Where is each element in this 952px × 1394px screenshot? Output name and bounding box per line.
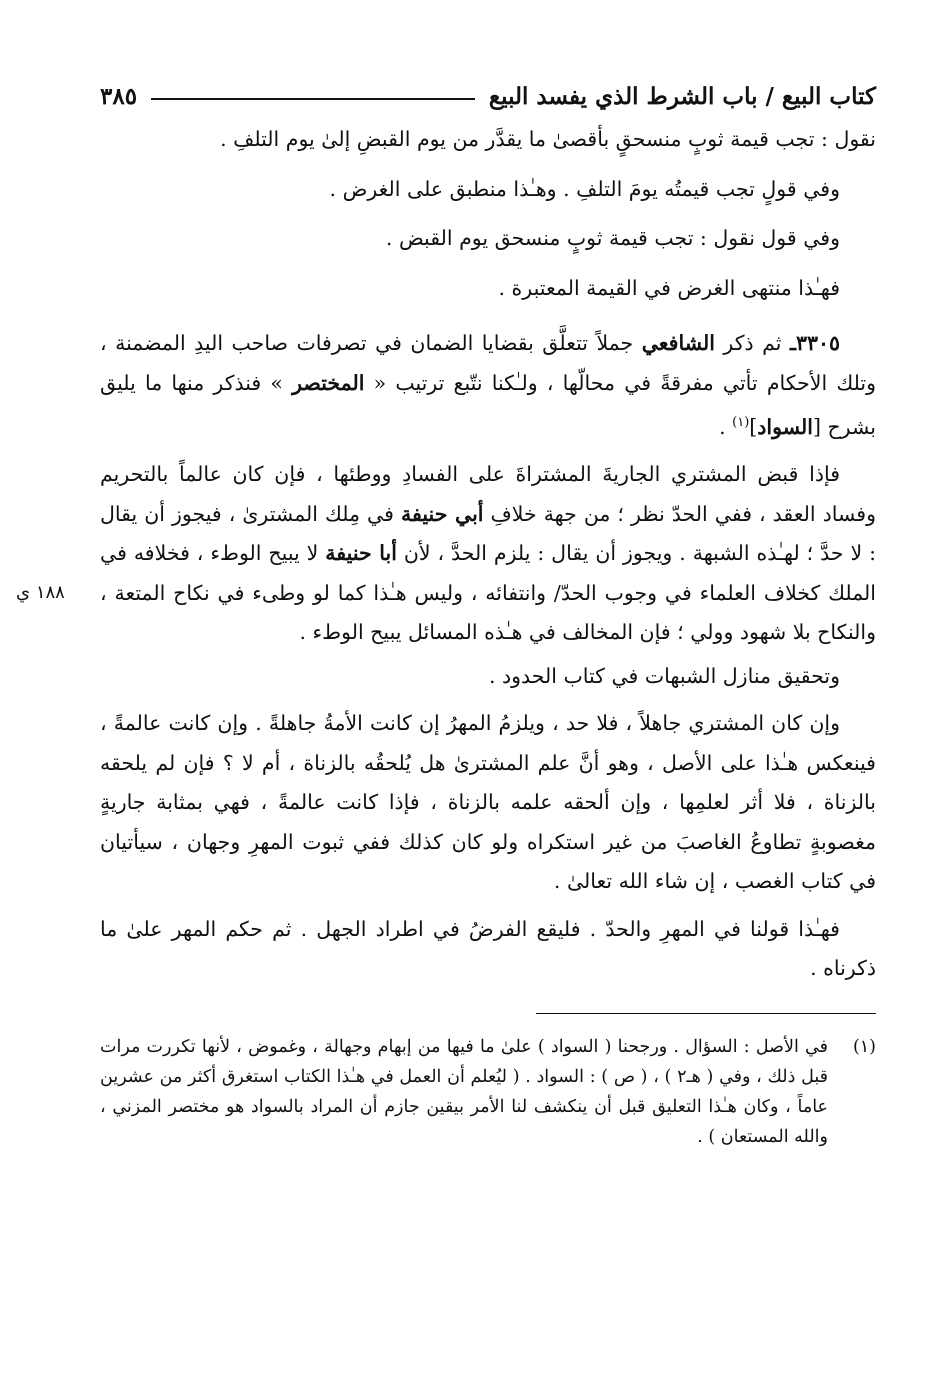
- running-header: [100, 72, 876, 120]
- name-shafii: الشافعي: [641, 331, 715, 355]
- header-rule: [151, 98, 475, 100]
- paragraph: وفي قولٍ تجب قيمتُه يومَ التلفِ . وهـٰذا منطبق على الغرض .: [329, 176, 840, 201]
- text-run: لا يبيح الوطء ، فخلافه في الملك كخلاف العلماء في وجوب الحدّ/ وانتفائه ، وليس هـٰذا كما لو وطىء في نكاح المتعة ، والنكاح بلا شهود وولي ؛ فإن المخالف في هـٰذه المسائل يبيح الوطء .: [100, 541, 876, 645]
- paragraph: وتحقيق منازل الشبهات في كتاب الحدود .: [488, 663, 840, 688]
- text-run: » فنذكر منها ما يليق بشرح [: [100, 370, 876, 439]
- footnote-mark: (١): [852, 1036, 876, 1057]
- text-run: فإذا قبض المشتري الجاريةَ المشتراةَ على الفسادِ ووطئها ، فإن كان عالماً بالتحريم وفساد العقد ، ففي الحدّ نظر ؛ من جهة خلافِ: [100, 462, 876, 526]
- document-page: [16, 72, 876, 1372]
- name-abu-hanifa: أبا حنيفة: [325, 541, 397, 566]
- paragraph: [16, 455, 876, 653]
- book-title-mukhtasar: المختصر: [292, 370, 365, 395]
- page-number: ٣٨٥: [100, 82, 138, 110]
- term-sawad: السواد: [757, 414, 813, 439]
- text-run: .: [719, 414, 733, 439]
- text-run: في مِلك المشترىٰ ، فيجوز أن يقال : لا حدَّ ؛ لهـٰذه الشبهة . ويجوز أن يقال : يلزم الحدَّ ، لأن: [100, 501, 876, 566]
- paragraph: فهـٰذا قولنا في المهرِ والحدّ . فليقع الفرضُ في اطراد الجهل . ثم حكم المهر علىٰ ما ذكرناه .: [100, 916, 876, 981]
- paragraph-3305: [100, 324, 876, 447]
- paragraph: وإن كان المشتري جاهلاً ، فلا حد ، ويلزمُ المهرُ إن كانت الأمةُ جاهلةً . وإن كانت عالمةً ، فينعكس هـٰذا على الأصل ، وهو أنَّ علم المشترىٰ هل يُلحقُه بالزناة ، أم لا ؟ فإن لم يلحقه بالزناة ، فلا أثر لعلمِها ، وإن ألحقه علمه بالزناة ، فإذا كانت عالمةً ، فهي بمثابة جاريةٍ مغصوبةٍ تطاوعُ الغاصبَ من غير استكراه ولو كان كذلك ففي ثبوت المهرِ وجهان ، سيأتيان في كتاب الغصب ، إن شاء الله تعالىٰ .: [100, 711, 876, 894]
- footnote: [100, 1032, 876, 1152]
- text-run: ]: [749, 414, 758, 439]
- section-number: ٣٣٠٥ـ: [789, 331, 840, 355]
- text-run: ثم ذكر: [714, 331, 790, 355]
- chapter-title: كتاب البيع / باب الشرط الذي يفسد البيع: [488, 82, 876, 110]
- main-text: [16, 120, 876, 989]
- name-abu-hanifa: أبي حنيفة: [400, 501, 484, 526]
- footnote-text: في الأصل : السؤال . ورجحنا ( السواد ) علىٰ ما فيها من إبهام وجهالة ، وغموض ، لأنها تكررت مرات قبل ذلك ، وفي ( هـ٢ ) ، ( ص ) : السواد . ( ليُعلم أن العمل في هـٰذا الكتاب استغرق أكثر من عشرين عاماً ، وكان هـٰذا التعليق قبل أن ينكشف لنا الأمر بيقين جازم أن المراد بالسواد هو مختصر المزني ، والله المستعان ) .: [100, 1036, 828, 1147]
- footnote-ref[interactable]: (١): [732, 415, 750, 430]
- text-run: جملاً تتعلَّق بقضايا الضمان في تصرفات صاحب اليدِ المضمنة ، وتلك الأحكام تأتي مفرقةً في محالّها ، ولـٰكنا نتّبع ترتيب «: [100, 331, 876, 395]
- paragraph: فهـٰذا منتهى الغرض في القيمة المعتبرة .: [498, 275, 840, 300]
- paragraph: وفي قول نقول : تجب قيمة ثوبٍ منسحق يوم القبض .: [385, 226, 840, 250]
- margin-folio-note: ١٨٨ ي: [16, 582, 65, 604]
- paragraph: نقول : تجب قيمة ثوبٍ منسحقٍ بأقصىٰ ما يقدَّر من يوم القبضِ إلىٰ يوم التلفِ .: [220, 127, 876, 151]
- footnote-rule: [536, 1013, 876, 1014]
